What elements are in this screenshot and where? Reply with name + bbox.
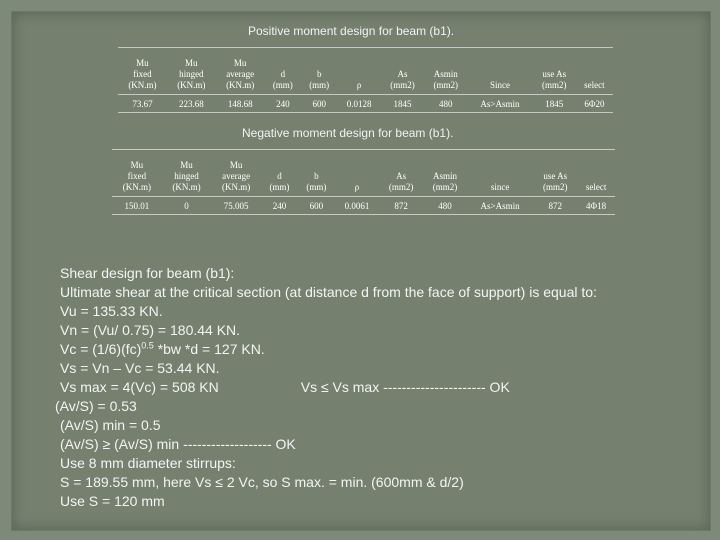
negative-moment-table	[112, 149, 615, 215]
shear-line-stirrups: Use 8 mm diameter stirrups:	[60, 455, 236, 471]
col-header-mu-hinged: Mu hinged (KN.m)	[162, 150, 212, 197]
col-header-mu-hinged: Mu hinged (KN.m)	[167, 48, 216, 95]
cell-as: 1845	[393, 99, 412, 109]
col-header-select: select	[577, 150, 615, 197]
cell-use-as: 1845	[545, 99, 564, 109]
col-header-since: Since	[467, 48, 532, 95]
shear-line-vn: Vn = (Vu/ 0.75) = 180.44 KN.	[60, 322, 241, 338]
col-header-as: As (mm2)	[381, 48, 424, 95]
cell-as: 872	[394, 201, 408, 211]
cell-asmin: 480	[438, 99, 453, 109]
cell-b: 600	[312, 99, 326, 109]
shear-line-vs-max: Vs max = 4(Vc) = 508 KN Vs ≤ Vs max ---------------------- OK	[60, 379, 510, 395]
cell-d: 240	[276, 99, 290, 109]
table-header-row	[118, 48, 613, 95]
vs-check: Vs ≤ Vs max ---------------------- OK	[300, 379, 510, 395]
cell-rho: 0.0128	[346, 99, 372, 109]
shear-line-vs: Vs = Vn – Vc = 53.44 KN.	[60, 360, 220, 376]
col-header-asmin: Asmin (mm2)	[423, 150, 467, 197]
col-header-mu-average: Mu average (KN.m)	[211, 150, 261, 197]
col-header-b: b (mm)	[301, 48, 337, 95]
col-header-mu-average: Mu average (KN.m)	[216, 48, 265, 95]
cell-mu-fixed: 73.67	[132, 99, 153, 109]
col-header-rho: ρ	[337, 48, 381, 95]
negative-moment-title: Negative moment design for beam (b1).	[242, 126, 454, 140]
cell-mu-hinged: 0	[184, 201, 189, 211]
col-header-mu-fixed: Mu fixed (KN.m)	[112, 150, 162, 197]
cell-d: 240	[272, 201, 287, 211]
positive-moment-table	[118, 47, 613, 113]
shear-heading: Shear design for beam (b1):	[60, 265, 235, 281]
col-header-since: since	[467, 150, 533, 197]
cell-select: 4Φ18	[586, 201, 607, 211]
cell-since: As>Asmin	[480, 201, 520, 211]
col-header-d: d (mm)	[261, 150, 298, 197]
shear-line-ultimate: Ultimate shear at the critical section (at distance d from the face of support) is equal to:	[60, 284, 597, 300]
cell-mu-average: 75.005	[223, 201, 249, 211]
shear-design-text	[55, 264, 700, 511]
col-header-use-as: use As (mm2)	[533, 150, 577, 197]
cell-b: 600	[309, 201, 324, 211]
col-header-select: select	[576, 48, 613, 95]
cell-rho: 0.0061	[344, 201, 370, 211]
shear-line-av-s: (Av/S) = 0.53	[55, 398, 137, 414]
col-header-rho: ρ	[335, 150, 379, 197]
cell-mu-fixed: 150.01	[124, 201, 150, 211]
cell-use-as: 872	[548, 201, 562, 211]
cell-mu-hinged: 223.68	[178, 99, 204, 109]
col-header-use-as: use As (mm2)	[533, 48, 576, 95]
cell-since: As>Asmin	[480, 99, 520, 109]
cell-asmin: 480	[438, 201, 452, 211]
col-header-d: d (mm)	[265, 48, 301, 95]
shear-line-vc: Vc = (1/6)(fc)$^{0.5}$ *bw *d = 127 KN.	[60, 340, 265, 357]
shear-line-use-s: Use S = 120 mm	[60, 493, 165, 509]
col-header-mu-fixed: Mu fixed (KN.m)	[118, 48, 167, 95]
shear-line-spacing: S = 189.55 mm, here Vs ≤ 2 Vc, so S max. = min. (600mm & d/2)	[60, 474, 464, 490]
shear-line-av-s-min: (Av/S) min = 0.5	[60, 417, 161, 433]
table-row	[112, 197, 615, 215]
cell-mu-average: 148.68	[227, 99, 253, 109]
cell-select: 6Φ20	[584, 99, 605, 109]
shear-line-vu: Vu = 135.33 KN.	[60, 303, 163, 319]
col-header-b: b (mm)	[298, 150, 335, 197]
col-header-asmin: Asmin (mm2)	[424, 48, 467, 95]
positive-moment-title: Positive moment design for beam (b1).	[248, 24, 455, 38]
shear-line-av-check: (Av/S) ≥ (Av/S) min ------------------- OK	[60, 436, 296, 452]
exponent: 0.5	[141, 340, 154, 351]
table-header-row	[112, 150, 615, 197]
col-header-as: As (mm2)	[379, 150, 423, 197]
table-row	[118, 95, 613, 113]
